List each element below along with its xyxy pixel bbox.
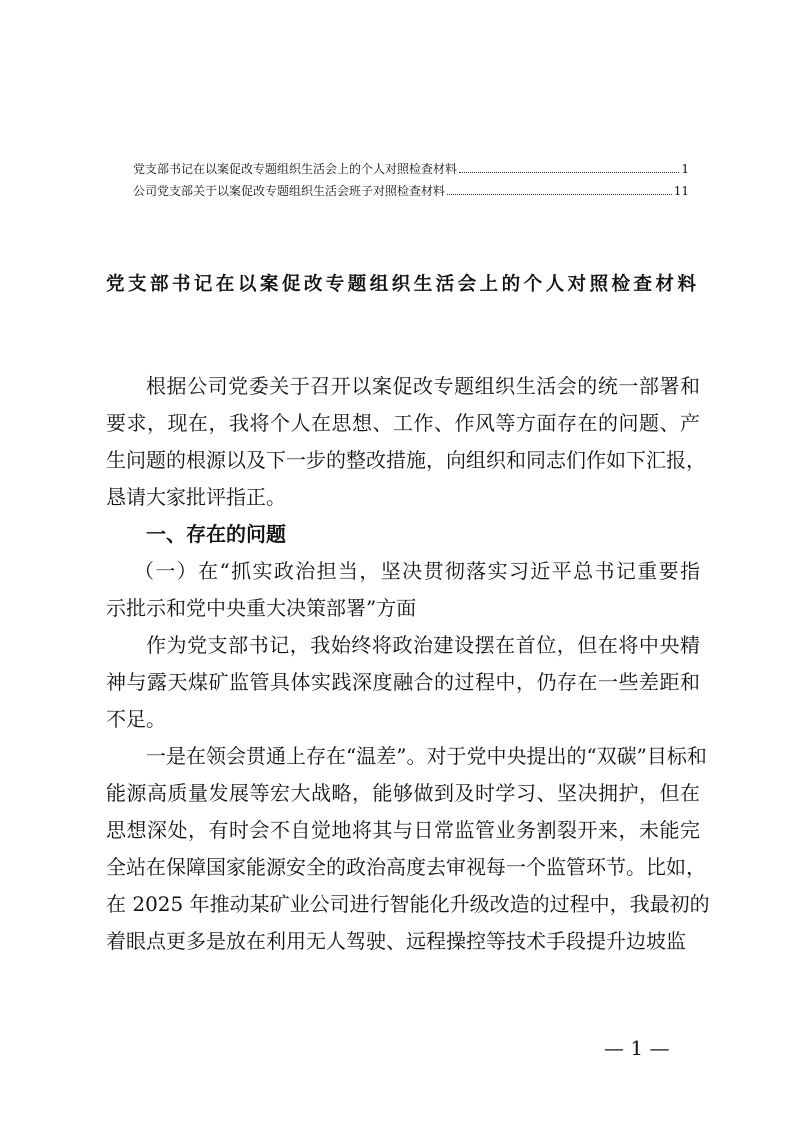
table-of-contents (133, 160, 689, 204)
text-line: 示批示和党中央重大决策部署”方面 (106, 596, 417, 620)
page-number: — 1 — (604, 1036, 670, 1060)
text-line: 思想深处，有时会不自觉地将其与日常监管业务割裂开来，未能完 (106, 818, 700, 842)
text-line: 一是在领会贯通上存在“温差”。对于党中央提出的“双碳”目标和 (146, 744, 707, 768)
text-line: 不足。 (106, 707, 166, 731)
toc-entry[interactable] (133, 160, 689, 182)
toc-entry[interactable] (133, 182, 689, 204)
text-line: 在 2025 年推动某矿业公司进行智能化升级改造的过程中，我最初的 (106, 892, 710, 916)
toc-entry-title: 党支部书记在以案促改专题组织生活会上的个人对照检查材料 (133, 162, 458, 176)
text-line: 能源高质量发展等宏大战略，能够做到及时学习、坚决拥护，但在 (106, 781, 700, 805)
document-body (106, 368, 710, 960)
toc-leader-dots (447, 194, 672, 195)
text-line: 全站在保障国家能源安全的政治高度去审视每一个监管环节。比如， (106, 855, 706, 879)
toc-entry-page: 11 (673, 184, 689, 198)
paragraph (106, 627, 700, 738)
text-line: （一）在“抓实政治担当，坚决贯彻落实习近平总书记重要指 (134, 559, 700, 583)
text-line: 根据公司党委关于召开以案促改专题组织生活会的统一部署和 (146, 374, 700, 398)
paragraph (106, 368, 706, 516)
toc-entry-title: 公司党支部关于以案促改专题组织生活会班子对照检查材料 (133, 184, 446, 198)
toc-entry-page: 1 (681, 162, 689, 176)
text-line: 神与露天煤矿监管具体实践深度融合的过程中，仍存在一些差距和 (106, 670, 700, 694)
text-line: 一、存在的问题 (146, 522, 286, 546)
text-line: 生问题的根源以及下一步的整改措施，向组织和同志们作如下汇报， (106, 448, 706, 472)
subsection-heading (106, 553, 700, 627)
text-line: 要求，现在，我将个人在思想、工作、作风等方面存在的问题、产 (106, 411, 700, 435)
text-line: 恳请大家批评指正。 (106, 485, 286, 509)
toc-leader-dots (459, 172, 679, 173)
section-heading (106, 516, 700, 553)
paragraph (106, 738, 710, 960)
text-line: 着眼点更多是放在利用无人驾驶、远程操控等技术手段提升边坡监 (106, 929, 686, 953)
document-title: 党支部书记在以案促改专题组织生活会上的个人对照检查材料 (106, 274, 696, 295)
text-line: 作为党支部书记，我始终将政治建设摆在首位，但在将中央精 (146, 633, 700, 657)
